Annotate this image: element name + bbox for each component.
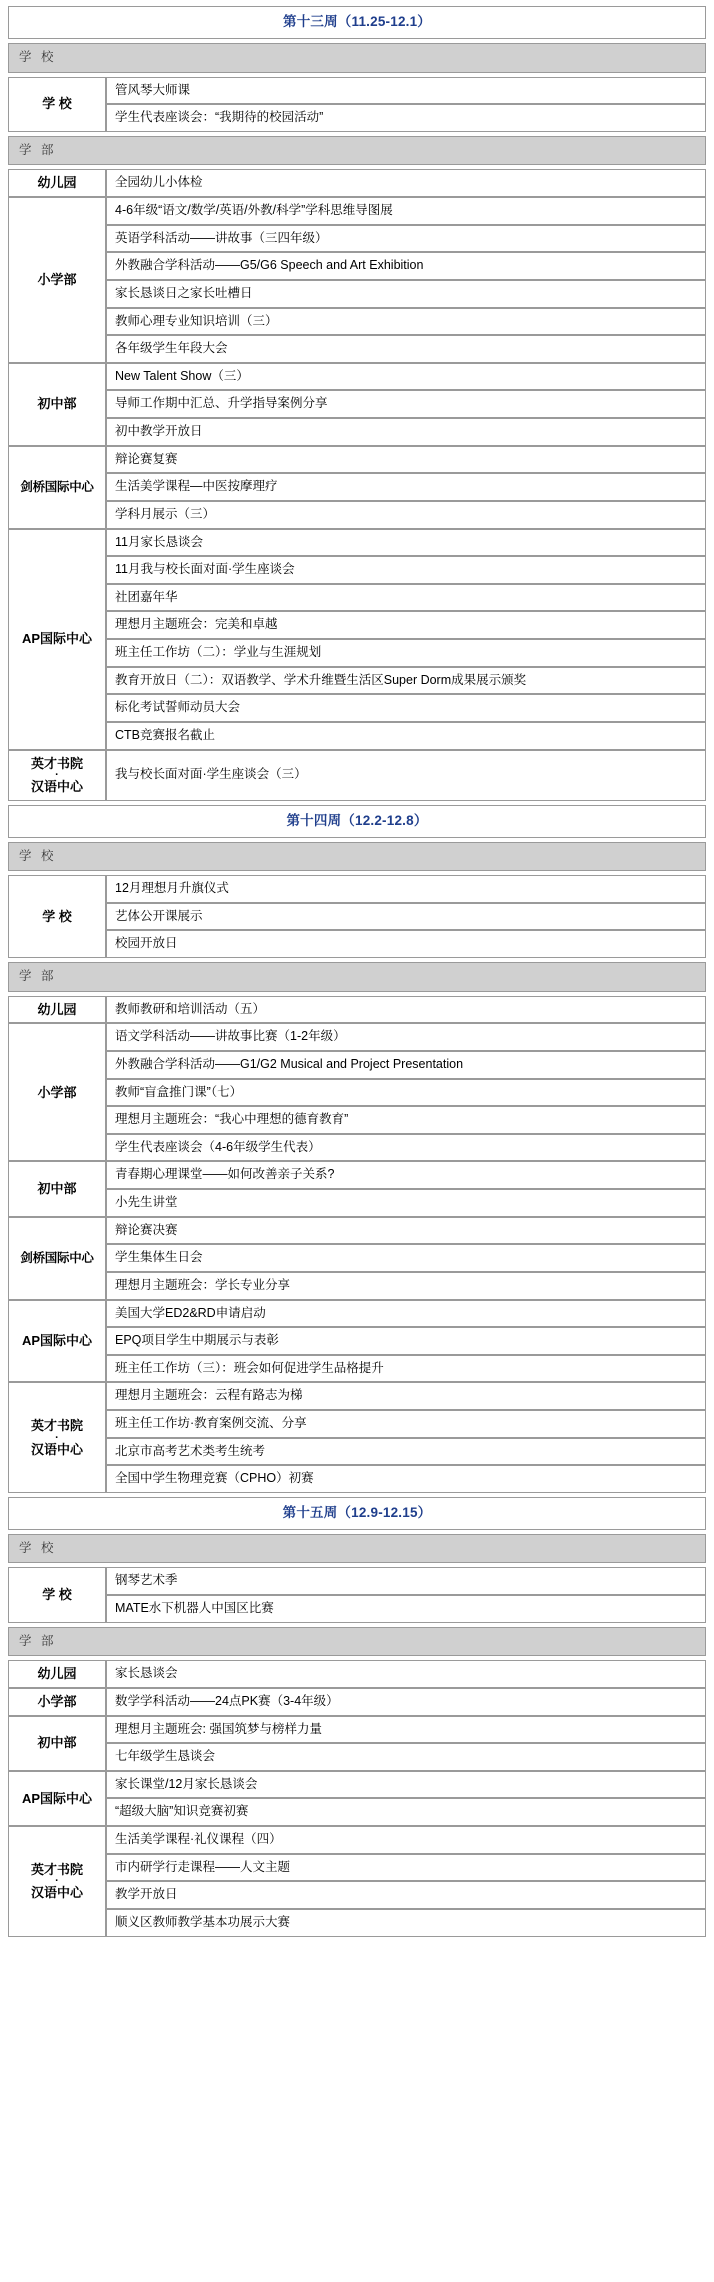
table-row — [8, 1300, 706, 1328]
week-banner-row — [8, 6, 706, 39]
table-row — [8, 1798, 706, 1826]
department-label: 小学部 — [8, 1023, 106, 1161]
table-row — [8, 1410, 706, 1438]
section-header-table — [8, 962, 706, 992]
separator-dot: · — [55, 1431, 59, 1444]
table-row — [8, 1189, 706, 1217]
department-line: 英才书院 — [30, 755, 83, 771]
activity-item: 12月理想月升旗仪式 — [106, 875, 706, 903]
activity-item: 家长恳谈日之家长吐槽日 — [106, 280, 706, 308]
table-row — [8, 308, 706, 336]
department-line: 英才书院 — [30, 1418, 83, 1434]
activity-item: 班主任工作坊·教育案例交流、分享 — [106, 1410, 706, 1438]
activity-item: 各年级学生年段大会 — [106, 335, 706, 363]
activity-item: 英语学科活动——讲故事（三四年级） — [106, 225, 706, 253]
section-header-row — [8, 1627, 706, 1657]
activity-item: 艺体公开课展示 — [106, 903, 706, 931]
week-title: 第十五周（12.9-12.15） — [8, 1497, 706, 1530]
section-body-table — [8, 1567, 706, 1622]
separator-dot: · — [55, 769, 59, 782]
activity-item: CTB竞赛报名截止 — [106, 722, 706, 750]
activity-item: EPQ项目学生中期展示与表彰 — [106, 1327, 706, 1355]
activity-item: 理想月主题班会：云程有路志为梯 — [106, 1382, 706, 1410]
department-label: 幼儿园 — [8, 169, 106, 197]
department-line: 汉语中心 — [30, 1885, 83, 1901]
table-row — [8, 1909, 706, 1937]
activity-item: 理想月主题班会：“我心中理想的德育教育” — [106, 1106, 706, 1134]
table-row — [8, 1079, 706, 1107]
activity-item: 生活美学课程·礼仪课程（四） — [106, 1826, 706, 1854]
activity-item: 4-6年级“语文/数学/英语/外教/科学”学科思维导图展 — [106, 197, 706, 225]
week-banner-row — [8, 1497, 706, 1530]
table-row — [8, 667, 706, 695]
department-line: 汉语中心 — [30, 779, 83, 795]
week-banner-table — [8, 805, 706, 838]
week-title: 第十四周（12.2-12.8） — [8, 805, 706, 838]
section-header-row — [8, 136, 706, 166]
activity-item: 学生代表座谈会（4-6年级学生代表） — [106, 1134, 706, 1162]
activity-item: 青春期心理课堂——如何改善亲子关系? — [106, 1161, 706, 1189]
activity-item: 理想月主题班会：完美和卓越 — [106, 611, 706, 639]
activity-item: 家长课堂/12月家长恳谈会 — [106, 1771, 706, 1799]
department-line: 英才书院 — [30, 1861, 83, 1877]
activity-item: 全国中学生物理竞赛（CPHO）初赛 — [106, 1465, 706, 1493]
activity-item: 数学学科活动——24点PK赛（3-4年级） — [106, 1688, 706, 1716]
activity-item: 初中教学开放日 — [106, 418, 706, 446]
table-row — [8, 1244, 706, 1272]
activity-item: 美国大学ED2&RD申请启动 — [106, 1300, 706, 1328]
activity-item: 11月我与校长面对面·学生座谈会 — [106, 556, 706, 584]
table-row — [8, 1106, 706, 1134]
department-label: 幼儿园 — [8, 1660, 106, 1688]
department-label: 剑桥国际中心 — [8, 446, 106, 529]
activity-item: 理想月主题班会: 强国筑梦与榜样力量 — [106, 1716, 706, 1744]
table-row — [8, 169, 706, 197]
week-banner-table — [8, 1497, 706, 1530]
activity-item: 学科月展示（三） — [106, 501, 706, 529]
section-body-table — [8, 996, 706, 1493]
department-label: 初中部 — [8, 1716, 106, 1771]
section-header-table — [8, 842, 706, 872]
table-row — [8, 694, 706, 722]
table-row — [8, 930, 706, 958]
activity-item: 教师“盲盒推门课”（七） — [106, 1079, 706, 1107]
activity-item: 管风琴大师课 — [106, 77, 706, 105]
table-row — [8, 529, 706, 557]
activity-item: 北京市高考艺术类考生统考 — [106, 1438, 706, 1466]
department-label: 小学部 — [8, 197, 106, 363]
department-label: 小学部 — [8, 1688, 106, 1716]
section-header-label: 学 部 — [8, 962, 706, 992]
table-row — [8, 1051, 706, 1079]
table-row — [8, 750, 706, 801]
activity-item: 外教融合学科活动——G5/G6 Speech and Art Exhibition — [106, 252, 706, 280]
department-label: 幼儿园 — [8, 996, 106, 1024]
department-label: AP国际中心 — [8, 529, 106, 750]
table-row — [8, 1826, 706, 1854]
activity-item: 小先生讲堂 — [106, 1189, 706, 1217]
department-label: 学 校 — [8, 875, 106, 958]
section-header-label: 学 校 — [8, 842, 706, 872]
activity-item: 教育开放日（二）：双语教学、学术升维暨生活区Super Dorm成果展示颁奖 — [106, 667, 706, 695]
table-row — [8, 1272, 706, 1300]
department-label: 学 校 — [8, 1567, 106, 1622]
section-header-table — [8, 43, 706, 73]
table-row — [8, 1161, 706, 1189]
table-row — [8, 903, 706, 931]
section-header-table — [8, 1534, 706, 1564]
week-title: 第十三周（11.25-12.1） — [8, 6, 706, 39]
table-row — [8, 611, 706, 639]
table-row — [8, 1355, 706, 1383]
department-label — [8, 1382, 106, 1493]
section-header-label: 学 校 — [8, 1534, 706, 1564]
table-row — [8, 1716, 706, 1744]
table-row — [8, 1134, 706, 1162]
activity-item: 家长恳谈会 — [106, 1660, 706, 1688]
activity-item: 标化考试誓师动员大会 — [106, 694, 706, 722]
table-row — [8, 77, 706, 105]
table-row — [8, 1660, 706, 1688]
section-header-table — [8, 136, 706, 166]
table-row — [8, 1567, 706, 1595]
section-header-label: 学 部 — [8, 136, 706, 166]
table-row — [8, 996, 706, 1024]
activity-item: 教师心理专业知识培训（三） — [106, 308, 706, 336]
section-header-label: 学 校 — [8, 43, 706, 73]
section-body-table — [8, 1660, 706, 1936]
department-label: AP国际中心 — [8, 1300, 106, 1383]
table-row — [8, 1854, 706, 1882]
section-header-row — [8, 962, 706, 992]
section-header-row — [8, 1534, 706, 1564]
section-body-table — [8, 169, 706, 800]
department-label — [8, 1826, 106, 1937]
table-row — [8, 1327, 706, 1355]
activity-item: 辩论赛复赛 — [106, 446, 706, 474]
table-row — [8, 335, 706, 363]
section-header-label: 学 部 — [8, 1627, 706, 1657]
department-label — [8, 750, 106, 801]
department-label: 学 校 — [8, 77, 106, 132]
activity-item: 钢琴艺术季 — [106, 1567, 706, 1595]
table-row — [8, 390, 706, 418]
table-row — [8, 1438, 706, 1466]
department-line: 汉语中心 — [30, 1441, 83, 1457]
activity-item: 语文学科活动——讲故事比赛（1-2年级） — [106, 1023, 706, 1051]
section-header-row — [8, 43, 706, 73]
table-row — [8, 1465, 706, 1493]
section-header-row — [8, 842, 706, 872]
activity-item: MATE水下机器人中国区比赛 — [106, 1595, 706, 1623]
activity-item: 顺义区教师教学基本功展示大赛 — [106, 1909, 706, 1937]
table-row — [8, 1771, 706, 1799]
activity-item: 校园开放日 — [106, 930, 706, 958]
activity-item: 学生集体生日会 — [106, 1244, 706, 1272]
activity-item: 理想月主题班会：学长专业分享 — [106, 1272, 706, 1300]
activity-item: 辩论赛决赛 — [106, 1217, 706, 1245]
activity-item: 全园幼儿小体检 — [106, 169, 706, 197]
table-row — [8, 1217, 706, 1245]
activity-item: 导师工作期中汇总、升学指导案例分享 — [106, 390, 706, 418]
department-label: AP国际中心 — [8, 1771, 106, 1826]
week-banner-row — [8, 805, 706, 838]
activity-item: 社团嘉年华 — [106, 584, 706, 612]
department-label: 剑桥国际中心 — [8, 1217, 106, 1300]
table-row — [8, 473, 706, 501]
section-body-table — [8, 875, 706, 958]
table-row — [8, 104, 706, 132]
table-row — [8, 556, 706, 584]
week-banner-table — [8, 6, 706, 39]
table-row — [8, 197, 706, 225]
department-label: 初中部 — [8, 363, 106, 446]
activity-item: 七年级学生恳谈会 — [106, 1743, 706, 1771]
activity-item: 我与校长面对面·学生座谈会（三） — [106, 750, 706, 801]
activity-item: 教师教研和培训活动（五） — [106, 996, 706, 1024]
table-row — [8, 722, 706, 750]
table-row — [8, 1595, 706, 1623]
activity-item: New Talent Show（三） — [106, 363, 706, 391]
table-row — [8, 280, 706, 308]
section-header-table — [8, 1627, 706, 1657]
table-row — [8, 1382, 706, 1410]
table-row — [8, 501, 706, 529]
activity-item: “超级大脑”知识竞赛初赛 — [106, 1798, 706, 1826]
table-row — [8, 225, 706, 253]
activity-item: 学生代表座谈会：“我期待的校园活动” — [106, 104, 706, 132]
activity-item: 11月家长恳谈会 — [106, 529, 706, 557]
table-row — [8, 639, 706, 667]
separator-dot: · — [55, 1875, 59, 1888]
table-row — [8, 1881, 706, 1909]
table-row — [8, 1023, 706, 1051]
section-body-table — [8, 77, 706, 132]
table-row — [8, 363, 706, 391]
activity-item: 教学开放日 — [106, 1881, 706, 1909]
table-row — [8, 875, 706, 903]
table-row — [8, 1743, 706, 1771]
activity-item: 外教融合学科活动——G1/G2 Musical and Project Presentation — [106, 1051, 706, 1079]
department-label: 初中部 — [8, 1161, 106, 1216]
table-row — [8, 252, 706, 280]
table-row — [8, 446, 706, 474]
table-row — [8, 418, 706, 446]
activity-item: 生活美学课程—中医按摩理疗 — [106, 473, 706, 501]
activity-item: 市内研学行走课程——人文主题 — [106, 1854, 706, 1882]
activity-item: 班主任工作坊（三）：班会如何促进学生品格提升 — [106, 1355, 706, 1383]
table-row — [8, 584, 706, 612]
table-row — [8, 1688, 706, 1716]
activity-item: 班主任工作坊（二）：学业与生涯规划 — [106, 639, 706, 667]
row-gap — [8, 1937, 706, 1941]
